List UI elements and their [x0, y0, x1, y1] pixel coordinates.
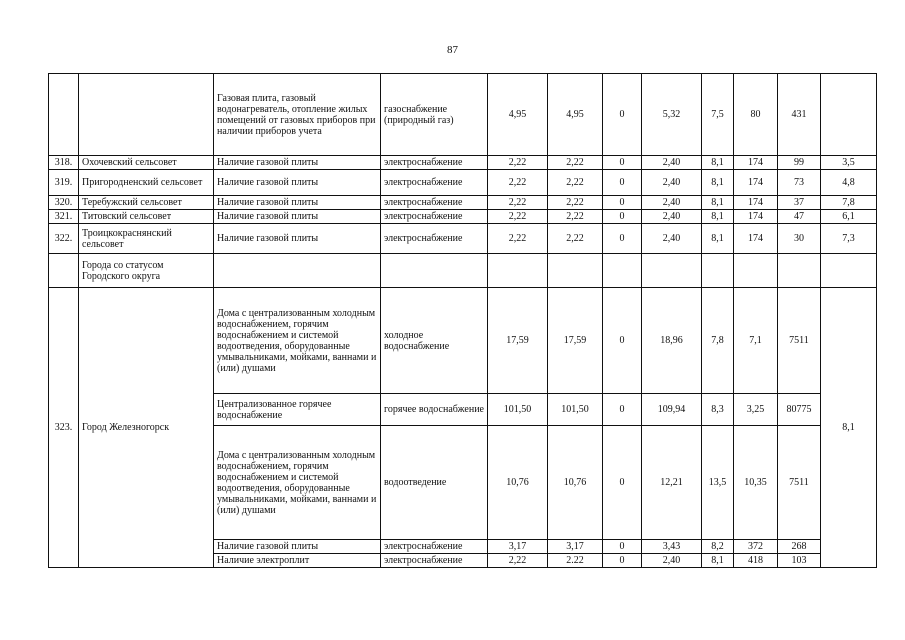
value-cell: 2,40 [642, 554, 702, 568]
settlement-name: Титовский сельсовет [79, 210, 214, 224]
value-cell: 7511 [778, 288, 821, 394]
value-cell: 3,17 [548, 540, 603, 554]
row-number [49, 74, 79, 156]
value-cell: 2,40 [642, 210, 702, 224]
value-cell: 0 [603, 554, 642, 568]
empty-cell [821, 254, 877, 288]
value-cell: 174 [734, 170, 778, 196]
value-cell: 0 [603, 74, 642, 156]
value-cell: 431 [778, 74, 821, 156]
value-cell: 8,1 [702, 156, 734, 170]
row-number: 323. [49, 288, 79, 568]
value-cell: 37 [778, 196, 821, 210]
settlement-name: Охочевский сельсовет [79, 156, 214, 170]
value-cell: 0 [603, 210, 642, 224]
value-cell: 0 [603, 288, 642, 394]
section-title: Города со статусом Городского округа [79, 254, 214, 288]
row-number: 321. [49, 210, 79, 224]
value-cell: 101,50 [488, 394, 548, 426]
empty-cell [734, 254, 778, 288]
value-cell: 2,22 [548, 196, 603, 210]
value-cell: 0 [603, 426, 642, 540]
settlement-name: Теребужский сельсовет [79, 196, 214, 210]
service-cell: электроснабжение [381, 156, 488, 170]
value-cell: 7,3 [821, 224, 877, 254]
value-cell: 0 [603, 196, 642, 210]
value-cell: 3,17 [488, 540, 548, 554]
value-cell: 2,40 [642, 156, 702, 170]
value-cell: 8,2 [702, 540, 734, 554]
value-cell: 372 [734, 540, 778, 554]
value-cell: 4,95 [548, 74, 603, 156]
value-cell: 103 [778, 554, 821, 568]
tariff-table [48, 73, 877, 568]
value-cell: 80 [734, 74, 778, 156]
table-row [49, 170, 877, 196]
value-cell: 2,22 [488, 224, 548, 254]
service-cell: горячее водоснабжение [381, 394, 488, 426]
value-cell: 8,1 [702, 196, 734, 210]
value-cell: 8,1 [702, 224, 734, 254]
value-cell: 18,96 [642, 288, 702, 394]
value-cell: 268 [778, 540, 821, 554]
value-cell: 0 [603, 224, 642, 254]
value-cell: 174 [734, 224, 778, 254]
condition-cell: Наличие электроплит [214, 554, 381, 568]
value-cell: 2,22 [488, 210, 548, 224]
value-cell: 109,94 [642, 394, 702, 426]
table-row [49, 74, 877, 156]
value-cell: 4,8 [821, 170, 877, 196]
value-cell: 8,1 [702, 170, 734, 196]
empty-cell [702, 254, 734, 288]
value-cell: 7,8 [821, 196, 877, 210]
service-cell: электроснабжение [381, 540, 488, 554]
table-row [49, 224, 877, 254]
condition-cell: Газовая плита, газовый водонагреватель, отопление жилых помещений от газовых приборов при наличии приборов учета [214, 74, 381, 156]
value-cell: 2,40 [642, 196, 702, 210]
value-cell: 3,25 [734, 394, 778, 426]
value-cell [821, 74, 877, 156]
value-cell: 3,43 [642, 540, 702, 554]
value-cell: 80775 [778, 394, 821, 426]
condition-cell: Наличие газовой плиты [214, 210, 381, 224]
service-cell: электроснабжение [381, 196, 488, 210]
value-cell: 2,22 [488, 156, 548, 170]
value-cell: 10,76 [488, 426, 548, 540]
condition-cell: Дома с централизованным холодным водоснабжением, горячим водоснабжением и системой водоотведения, оборудованные умывальниками, мойками, ваннами и (или) душами [214, 426, 381, 540]
value-cell: 174 [734, 210, 778, 224]
value-cell: 0 [603, 394, 642, 426]
value-cell: 17,59 [488, 288, 548, 394]
empty-cell [488, 254, 548, 288]
value-cell: 2,22 [488, 170, 548, 196]
value-cell: 0 [603, 170, 642, 196]
value-cell: 6,1 [821, 210, 877, 224]
settlement-name [79, 74, 214, 156]
service-cell: водоотведение [381, 426, 488, 540]
table-row [49, 196, 877, 210]
value-cell: 2,40 [642, 170, 702, 196]
condition-cell: Наличие газовой плиты [214, 196, 381, 210]
value-cell: 2,22 [488, 554, 548, 568]
value-cell: 12,21 [642, 426, 702, 540]
table-row [49, 156, 877, 170]
table-row [49, 210, 877, 224]
value-cell: 5,32 [642, 74, 702, 156]
value-cell: 2,22 [488, 196, 548, 210]
service-cell: электроснабжение [381, 210, 488, 224]
value-cell: 17,59 [548, 288, 603, 394]
value-cell: 8,1 [702, 210, 734, 224]
table-row [49, 288, 877, 394]
row-number: 320. [49, 196, 79, 210]
empty-cell [214, 254, 381, 288]
row-number [49, 254, 79, 288]
value-cell: 0 [603, 540, 642, 554]
value-cell: 4,95 [488, 74, 548, 156]
value-cell: 2,22 [548, 156, 603, 170]
condition-cell: Наличие газовой плиты [214, 156, 381, 170]
value-cell: 0 [603, 156, 642, 170]
value-cell: 2,22 [548, 224, 603, 254]
condition-cell: Дома с централизованным холодным водоснабжением, горячим водоснабжением и системой водоотведения, оборудованные умывальниками, мойками, ваннами и (или) душами [214, 288, 381, 394]
value-cell: 2,22 [548, 170, 603, 196]
value-cell: 10,76 [548, 426, 603, 540]
value-cell: 7,5 [702, 74, 734, 156]
row-number: 318. [49, 156, 79, 170]
value-cell: 7511 [778, 426, 821, 540]
service-cell: холодное водоснабжение [381, 288, 488, 394]
settlement-name: Пригородненский сельсовет [79, 170, 214, 196]
service-cell: газоснабжение (природный газ) [381, 74, 488, 156]
value-cell: 2,22 [548, 210, 603, 224]
value-cell: 101,50 [548, 394, 603, 426]
value-cell: 7,8 [702, 288, 734, 394]
value-cell: 174 [734, 196, 778, 210]
value-cell: 73 [778, 170, 821, 196]
value-cell: 3,5 [821, 156, 877, 170]
value-cell: 8,1 [821, 288, 877, 568]
empty-cell [381, 254, 488, 288]
service-cell: электроснабжение [381, 554, 488, 568]
value-cell: 10,35 [734, 426, 778, 540]
condition-cell: Централизованное горячее водоснабжение [214, 394, 381, 426]
value-cell: 30 [778, 224, 821, 254]
service-cell: электроснабжение [381, 224, 488, 254]
value-cell: 2,40 [642, 224, 702, 254]
row-number: 319. [49, 170, 79, 196]
section-row [49, 254, 877, 288]
value-cell: 7,1 [734, 288, 778, 394]
condition-cell: Наличие газовой плиты [214, 224, 381, 254]
value-cell: 13,5 [702, 426, 734, 540]
value-cell: 418 [734, 554, 778, 568]
value-cell: 2.22 [548, 554, 603, 568]
row-number: 322. [49, 224, 79, 254]
value-cell: 174 [734, 156, 778, 170]
empty-cell [603, 254, 642, 288]
empty-cell [548, 254, 603, 288]
empty-cell [778, 254, 821, 288]
service-cell: электроснабжение [381, 170, 488, 196]
condition-cell: Наличие газовой плиты [214, 170, 381, 196]
value-cell: 47 [778, 210, 821, 224]
value-cell: 8,3 [702, 394, 734, 426]
settlement-name: Троицкокраснянский сельсовет [79, 224, 214, 254]
value-cell: 99 [778, 156, 821, 170]
empty-cell [642, 254, 702, 288]
value-cell: 8,1 [702, 554, 734, 568]
settlement-name: Город Железногорск [79, 288, 214, 568]
condition-cell: Наличие газовой плиты [214, 540, 381, 554]
page-number: 87 [447, 44, 458, 56]
